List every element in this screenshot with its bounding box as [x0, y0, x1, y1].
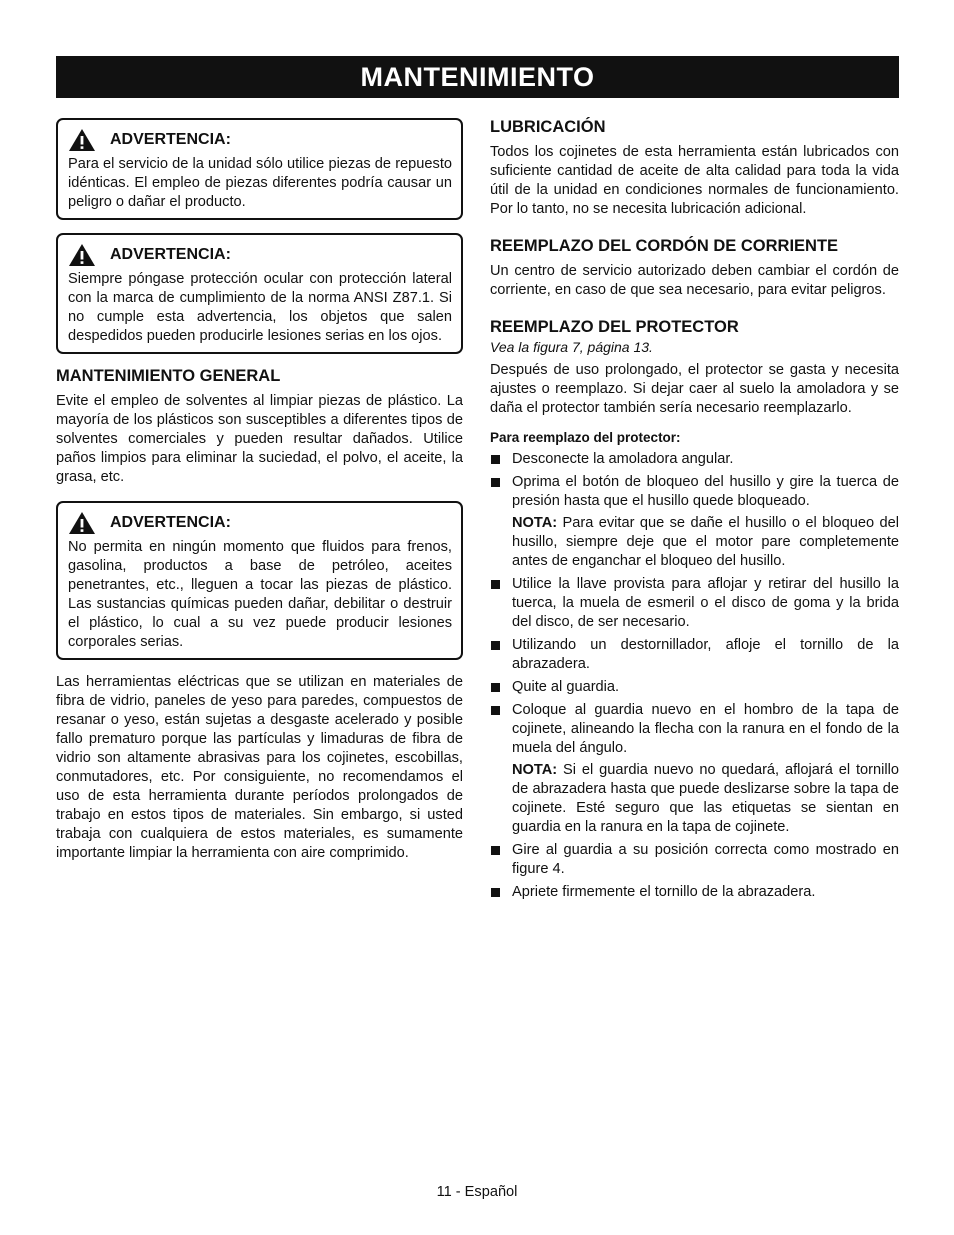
warning-box-1 [56, 118, 463, 220]
list-item [490, 841, 899, 879]
warning-header [68, 128, 452, 152]
fiberglass-text: Las herramientas eléctricas que se utilizan en materiales de fibra de vidrio, paneles de yeso para paredes, compuestos de resanar o yeso, están sujetas a desgaste acelerado y posible fallo prematuro porque las partículas y limaduras de fibra de vidrio son altamente abrasivas para los cojinetes, escobillas, conmutadores, etc. Por consiguiente, no recomendamos el uso de esta herramienta durante períodos prolongados de trabajo en estos tipos de materiales. Sin embargo, si usted trabaja con cualquiera de estos materiales, es sumamente importante limpiar la herramienta con aire comprimido. [56, 674, 463, 861]
step-text: Oprima el botón de bloqueo del husillo y gire la tuerca de presión hasta que el husillo quede bloqueado. [512, 474, 899, 509]
general-maintenance-text: Evite el empleo de solventes al limpiar piezas de plástico. La mayoría de los plásticos son susceptibles a diferentes tipos de solventes comerciales y pueden resultar dañados. Utilice paños limpios para eliminar la suciedad, el polvo, el aceite, la grasa, etc. [56, 393, 463, 485]
page-title: MANTENIMIENTO [56, 56, 899, 98]
cord-replacement-heading: REEMPLAZO DEL CORDÓN DE CORRIENTE [490, 237, 839, 255]
guard-replacement-text: Después de uso prolongado, el protector se gasta y necesita ajustes o reemplazo. Si dejar caer al suelo la amoladora y se daña el protector también sería necesario reemplazarlo. [490, 362, 899, 416]
note-text: Si el guardia nuevo no quedará, aflojará el tornillo de abrazadera hasta que puede deslizarse sobre la tapa de cojinete. Esté seguro que las etiquetas se sientan en guardia en la ranura en la tapa de cojinete. [512, 762, 899, 835]
list-item [490, 678, 899, 697]
square-bullet-icon [491, 706, 500, 715]
steps-list [490, 450, 899, 902]
warning-label: ADVERTENCIA: [110, 131, 231, 148]
warning-box-3 [56, 501, 463, 660]
square-bullet-icon [491, 641, 500, 650]
square-bullet-icon [491, 683, 500, 692]
square-bullet-icon [491, 888, 500, 897]
warning-label: ADVERTENCIA: [110, 246, 231, 263]
step-text: Coloque al guardia nuevo en el hombro de la tapa de cojinete, alineando la flecha con la ranura en el fondo de la muela del ángulo. [512, 702, 899, 756]
lubrication-heading: LUBRICACIÓN [490, 118, 606, 136]
list-item [490, 473, 899, 571]
steps-heading: Para reemplazo del protector: [490, 430, 681, 445]
lubrication-text: Todos los cojinetes de esta herramienta están lubricados con suficiente cantidad de aceite de alta calidad para toda la vida útil de la unidad en condiciones normales de funcionamiento. Por lo tanto, no se necesita lubricación adicional. [490, 144, 899, 217]
note-label: NOTA: [512, 762, 558, 778]
warning-text: Para el servicio de la unidad sólo utilice piezas de repuesto idénticas. El empleo de piezas diferentes podría causar un peligro o dañar el producto. [68, 156, 452, 210]
note-label: NOTA: [512, 515, 558, 531]
left-column [56, 118, 463, 863]
warning-text: No permita en ningún momento que fluidos para frenos, gasolina, productos a base de petróleo, aceites penetrantes, etc., lleguen a tocar las piezas de plástico. Las sustancias químicas pueden dañar, debilitar o destruir el plástico, lo cual a su vez puede producir lesiones corporales serias. [68, 539, 452, 650]
step-text: Utilice la llave provista para aflojar y retirar del husillo la tuerca, la muela de esmeril o el disco de goma y la brida del disco, de ser necesario. [512, 576, 899, 630]
list-item [490, 701, 899, 837]
warning-triangle-icon [68, 128, 96, 152]
list-item [490, 450, 899, 469]
list-item [490, 575, 899, 632]
warning-header [68, 511, 452, 535]
warning-text: Siempre póngase protección ocular con protección lateral con la marca de cumplimiento de la norma ANSI Z87.1. Si no cumple esta advertencia, los objetos que salen despedidos pueden producirle lesiones serias en los ojos. [68, 271, 452, 344]
step-text: Gire al guardia a su posición correcta como mostrado en figure 4. [512, 842, 899, 877]
warning-triangle-icon [68, 243, 96, 267]
guard-replacement-heading: REEMPLAZO DEL PROTECTOR [490, 318, 739, 336]
square-bullet-icon [491, 478, 500, 487]
list-item [490, 883, 899, 902]
figure-reference: Vea la figura 7, página 13. [490, 339, 653, 355]
warning-triangle-icon [68, 511, 96, 535]
warning-header [68, 243, 452, 267]
square-bullet-icon [491, 846, 500, 855]
note-text: Para evitar que se dañe el husillo o el bloqueo del husillo, siempre deje que el motor pare completemente antes de enganchar el bloqueo del husillo. [512, 515, 899, 569]
step-text: Desconecte la amoladora angular. [512, 451, 734, 467]
list-item [490, 636, 899, 674]
step-note [512, 761, 899, 837]
page-number: 11 - Español [436, 1184, 518, 1200]
step-note [512, 514, 899, 571]
right-column [490, 118, 899, 906]
warning-label: ADVERTENCIA: [110, 514, 231, 531]
cord-replacement-text: Un centro de servicio autorizado deben cambiar el cordón de corriente, en caso de que sea necesario, para evitar peligros. [490, 263, 899, 298]
warning-box-2 [56, 233, 463, 354]
general-maintenance-heading: MANTENIMIENTO GENERAL [56, 367, 281, 385]
step-text: Utilizando un destornillador, afloje el tornillo de la abrazadera. [512, 637, 899, 672]
step-text: Quite al guardia. [512, 679, 620, 695]
step-text: Apriete firmemente el tornillo de la abrazadera. [512, 884, 816, 900]
square-bullet-icon [491, 580, 500, 589]
square-bullet-icon [491, 455, 500, 464]
